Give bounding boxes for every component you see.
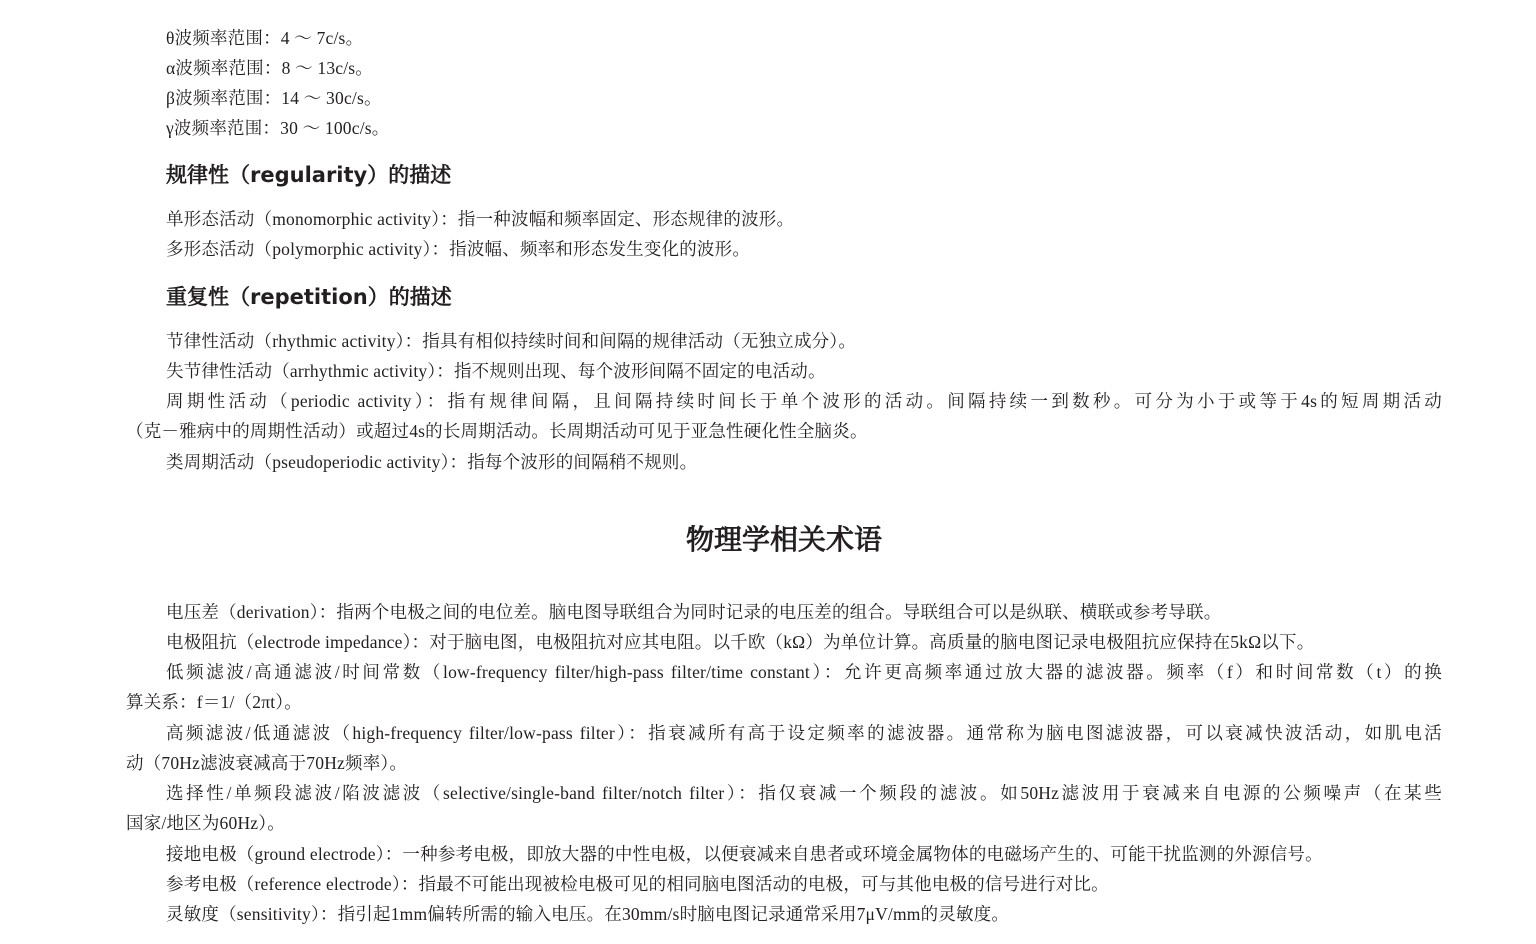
reference-electrode-line: 参考电极（reference electrode）：指最不可能出现被检电极可见的相同脑电图活动的电极，可与其他电极的信号进行对比。 <box>166 874 1109 894</box>
notch-filter-line: 选择性/单频段滤波/陷波滤波（selective/single-band filter/notch filter）：指仅衰减一个频段的滤波。如50Hz滤波用于衰减来自电源的公频噪声（在某些 <box>166 783 1442 803</box>
alpha-frequency-line: α波频率范围：8 ～ 13c/s。 <box>166 58 374 78</box>
monomorphic-activity-line: 单形态活动（monomorphic activity）：指一种波幅和频率固定、形态规律的波形。 <box>166 209 795 229</box>
gamma-frequency-line: γ波频率范围：30 ～ 100c/s。 <box>166 118 390 138</box>
arrhythmic-activity-line: 失节律性活动（arrhythmic activity）：指不规则出现、每个波形间隔不固定的电活动。 <box>166 361 826 381</box>
high-frequency-filter-continuation: 动（70Hz滤波衰减高于70Hz频率）。 <box>126 753 408 773</box>
low-frequency-filter-continuation: 算关系：f＝1/（2πt）。 <box>126 692 302 712</box>
rhythmic-activity-line: 节律性活动（rhythmic activity）：指具有相似持续时间和间隔的规律活动（无独立成分）。 <box>166 331 857 351</box>
sensitivity-line: 灵敏度（sensitivity）：指引起1mm偏转所需的输入电压。在30mm/s时脑电图记录通常采用7μV/mm的灵敏度。 <box>166 904 1010 924</box>
pseudoperiodic-activity-line: 类周期活动（pseudoperiodic activity）：指每个波形的间隔稍不规则。 <box>166 452 698 472</box>
physics-section-title: 物理学相关术语 <box>685 523 882 556</box>
periodic-activity-continuation: （克－雅病中的周期性活动）或超过4s的长周期活动。长周期活动可见于亚急性硬化性全脑炎。 <box>126 421 868 441</box>
theta-frequency-line: θ波频率范围：4 ～ 7c/s。 <box>166 28 364 48</box>
repetition-heading: 重复性（repetition）的描述 <box>166 285 452 309</box>
polymorphic-activity-line: 多形态活动（polymorphic activity）：指波幅、频率和形态发生变化的波形。 <box>166 239 751 259</box>
derivation-line: 电压差（derivation）：指两个电极之间的电位差。脑电图导联组合为同时记录的电压差的组合。导联组合可以是纵联、横联或参考导联。 <box>166 602 1222 622</box>
beta-frequency-line: β波频率范围：14 ～ 30c/s。 <box>166 88 382 108</box>
electrode-impedance-line: 电极阻抗（electrode impedance）：对于脑电图，电极阻抗对应其电阻。以千欧（kΩ）为单位计算。高质量的脑电图记录电极阻抗应保持在5kΩ以下。 <box>166 632 1315 652</box>
periodic-activity-line: 周期性活动（periodic activity）：指有规律间隔，且间隔持续时间长于单个波形的活动。间隔持续一到数秒。可分为小于或等于4s的短周期活动 <box>166 391 1442 411</box>
ground-electrode-line: 接地电极（ground electrode）：一种参考电极，即放大器的中性电极，以便衰减来自患者或环境金属物体的电磁场产生的、可能干扰监测的外源信号。 <box>166 844 1323 864</box>
low-frequency-filter-line: 低频滤波/高通滤波/时间常数（low-frequency filter/high-pass filter/time constant）：允许更高频率通过放大器的滤波器。频率（f）和时间常数（t）的换 <box>166 662 1442 682</box>
high-frequency-filter-line: 高频滤波/低通滤波（high-frequency filter/low-pass filter）：指衰减所有高于设定频率的滤波器。通常称为脑电图滤波器，可以衰减快波活动，如肌电活 <box>166 723 1442 743</box>
notch-filter-continuation: 国家/地区为60Hz）。 <box>126 813 285 833</box>
regularity-heading: 规律性（regularity）的描述 <box>166 163 452 187</box>
